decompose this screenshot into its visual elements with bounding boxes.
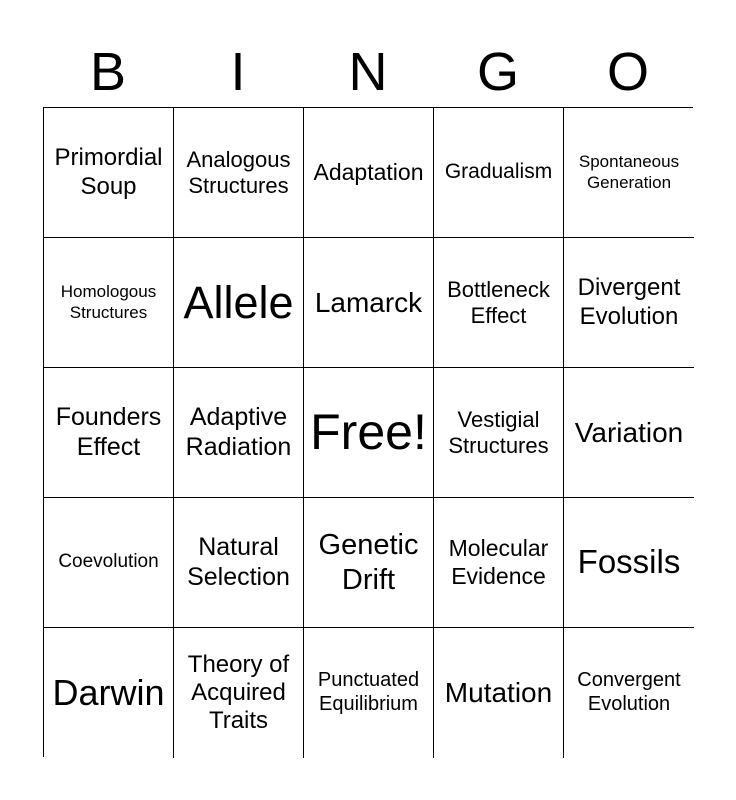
bingo-cell-label: Allele [183, 276, 294, 328]
bingo-cell[interactable] [434, 628, 564, 758]
bingo-cell-label: Adaptive Radiation [185, 403, 292, 461]
bingo-cell-label: Fossils [577, 543, 681, 581]
header-letter-g: G [476, 42, 519, 102]
bingo-cell-free-space[interactable] [304, 368, 434, 498]
bingo-cell-label: Adaptation [313, 158, 424, 185]
bingo-cell-label: Molecular Evidence [448, 535, 549, 589]
bingo-cell[interactable] [174, 628, 304, 758]
header-letter-i: I [230, 42, 246, 102]
bingo-cell[interactable] [174, 368, 304, 498]
bingo-cell[interactable] [434, 238, 564, 368]
bingo-cell[interactable] [564, 368, 694, 498]
bingo-header [43, 40, 693, 104]
bingo-cell-label: Free! [310, 404, 427, 460]
bingo-cell[interactable] [434, 498, 564, 628]
bingo-cell-label: Natural Selection [187, 533, 290, 591]
bingo-cell[interactable] [564, 108, 694, 238]
bingo-cell-label: Coevolution [58, 551, 159, 573]
bingo-cell-label: Genetic Drift [318, 529, 419, 596]
bingo-cell[interactable] [174, 108, 304, 238]
bingo-cell-label: Theory of Acquired Traits [187, 650, 290, 735]
bingo-board [43, 107, 693, 757]
bingo-cell[interactable] [44, 108, 174, 238]
bingo-cell-label: Founders Effect [55, 403, 162, 461]
bingo-cell-label: Analogous Structures [186, 146, 291, 198]
bingo-cell[interactable] [434, 108, 564, 238]
bingo-cell[interactable] [304, 628, 434, 758]
header-letter-n: N [348, 42, 388, 102]
bingo-cell[interactable] [44, 238, 174, 368]
header-letter-b: B [89, 42, 127, 102]
bingo-cell-label: Convergent Evolution [577, 669, 681, 715]
bingo-cell-label: Vestigial Structures [448, 406, 549, 458]
bingo-cell[interactable] [564, 498, 694, 628]
bingo-cell[interactable] [44, 628, 174, 758]
bingo-cell-label: Punctuated Equilibrium [317, 669, 420, 715]
bingo-cell-label: Divergent Evolution [577, 274, 681, 330]
bingo-cell[interactable] [174, 498, 304, 628]
bingo-cell-label: Variation [574, 416, 684, 448]
bingo-cell-label: Primordial Soup [54, 144, 163, 200]
bingo-cell[interactable] [304, 498, 434, 628]
bingo-cell[interactable] [564, 628, 694, 758]
bingo-cell-label: Gradualism [444, 160, 553, 184]
bingo-cell[interactable] [44, 368, 174, 498]
bingo-cell-label: Lamarck [314, 286, 423, 318]
bingo-cell-label: Mutation [444, 677, 553, 709]
bingo-cell-label: Darwin [52, 671, 165, 713]
bingo-cell[interactable] [304, 238, 434, 368]
header-letter-o: O [606, 42, 649, 102]
bingo-cell[interactable] [304, 108, 434, 238]
bingo-cell[interactable] [174, 238, 304, 368]
bingo-cell[interactable] [434, 368, 564, 498]
bingo-cell-label: Bottleneck Effect [447, 276, 550, 328]
bingo-cell-label: Homologous Structures [60, 282, 157, 322]
bingo-cell[interactable] [564, 238, 694, 368]
bingo-cell[interactable] [44, 498, 174, 628]
bingo-cell-label: Spontaneous Generation [578, 152, 680, 192]
